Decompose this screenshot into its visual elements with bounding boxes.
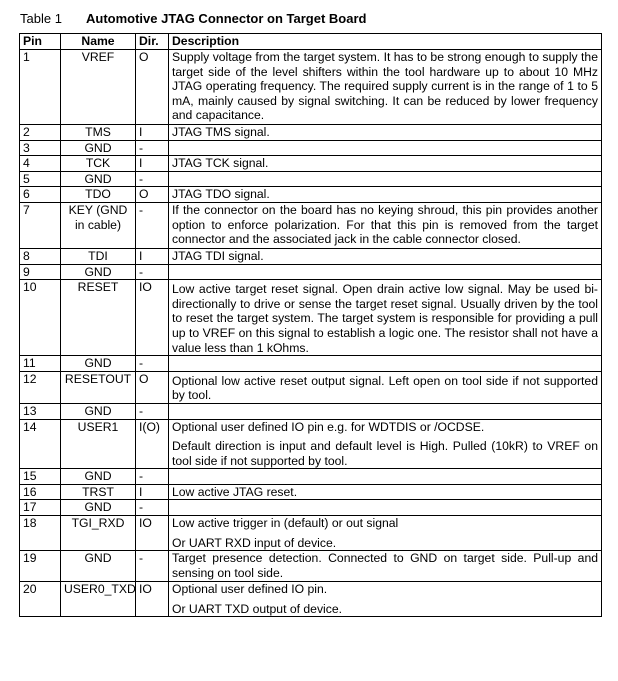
pin-description xyxy=(169,50,602,125)
table-row xyxy=(20,582,602,617)
header-row xyxy=(20,34,602,50)
pin-name: RESETOUT xyxy=(61,371,136,403)
pin-description xyxy=(169,187,602,203)
description-text: If the connector on the board has no keying shroud, this pin provides another option to enforce polarization. For that this pin is removed from the target connector and the associated jack in the cable connector closed. xyxy=(172,202,598,247)
pin-description xyxy=(169,403,602,419)
description-text: JTAG TCK signal. xyxy=(172,156,269,171)
pin-name: KEY (GND in cable) xyxy=(61,202,136,248)
description-text: JTAG TDI signal. xyxy=(172,248,264,263)
pin-number: 1 xyxy=(20,50,61,125)
pin-direction: O xyxy=(136,50,169,125)
description-text: Optional user defined IO pin. xyxy=(172,582,328,597)
table-row xyxy=(20,403,602,419)
pin-name: VREF xyxy=(61,50,136,125)
pin-direction: - xyxy=(136,140,169,156)
pin-name: RESET xyxy=(61,280,136,356)
description-text: Target presence detection. Connected to GND on target side. Pull-up and sensing on tool side. xyxy=(172,551,598,580)
table-row xyxy=(20,187,602,203)
pin-number: 20 xyxy=(20,582,61,617)
pin-number: 10 xyxy=(20,280,61,356)
table-row xyxy=(20,500,602,516)
pin-description xyxy=(169,516,602,551)
description-text: Or UART TXD output of device. xyxy=(172,601,343,616)
pin-description xyxy=(169,500,602,516)
pin-name: GND xyxy=(61,171,136,187)
pin-direction: O xyxy=(136,187,169,203)
pin-number: 2 xyxy=(20,125,61,141)
header-description: Description xyxy=(169,34,602,50)
pin-description xyxy=(169,171,602,187)
pin-direction: IO xyxy=(136,280,169,356)
pin-number: 19 xyxy=(20,551,61,582)
pin-number: 12 xyxy=(20,371,61,403)
pin-number: 8 xyxy=(20,248,61,264)
pin-number: 11 xyxy=(20,356,61,372)
table-row xyxy=(20,280,602,356)
pin-name: TMS xyxy=(61,125,136,141)
pin-description xyxy=(169,264,602,280)
pin-table xyxy=(19,33,602,617)
pin-number: 17 xyxy=(20,500,61,516)
pin-direction: I xyxy=(136,248,169,264)
pin-direction: - xyxy=(136,551,169,582)
table-row xyxy=(20,248,602,264)
pin-number: 5 xyxy=(20,171,61,187)
table-row xyxy=(20,202,602,248)
description-text: JTAG TDO signal. xyxy=(172,187,270,202)
pin-number: 6 xyxy=(20,187,61,203)
description-text: Default direction is input and default level is High. Pulled (10kR) to VREF on tool side if not supported by tool. xyxy=(172,439,598,468)
pin-description xyxy=(169,125,602,141)
pin-number: 18 xyxy=(20,516,61,551)
table-title: Automotive JTAG Connector on Target Board xyxy=(86,11,367,26)
table-row xyxy=(20,356,602,372)
pin-direction: - xyxy=(136,500,169,516)
pin-direction: - xyxy=(136,264,169,280)
pin-name: USER0_TXD xyxy=(61,582,136,617)
pin-number: 3 xyxy=(20,140,61,156)
pin-name: TDI xyxy=(61,248,136,264)
description-text: Optional user defined IO pin e.g. for WDTDIS or /OCDSE. xyxy=(172,419,485,434)
pin-number: 7 xyxy=(20,202,61,248)
pin-name: TDO xyxy=(61,187,136,203)
table-row xyxy=(20,516,602,551)
pin-name: GND xyxy=(61,356,136,372)
pin-number: 4 xyxy=(20,156,61,172)
pin-description xyxy=(169,469,602,485)
table-row xyxy=(20,419,602,469)
pin-name: GND xyxy=(61,500,136,516)
description-text: Low active JTAG reset. xyxy=(172,484,298,499)
pin-direction: I xyxy=(136,484,169,500)
pin-name: GND xyxy=(61,469,136,485)
description-text: Supply voltage from the target system. It has to be strong enough to supply the target side of the level shifters within the tool hardware up to about 10 MHz JTAG operating frequency. The required supply current is in the range of 1 to 5 mA, mainly caused by signal switching. It can be reduced by lower frequency and capacitance. xyxy=(172,50,598,123)
pin-direction: - xyxy=(136,202,169,248)
pin-description xyxy=(169,356,602,372)
header-dir: Dir. xyxy=(136,34,169,50)
pin-direction: - xyxy=(136,171,169,187)
pin-direction: - xyxy=(136,356,169,372)
header-pin: Pin xyxy=(20,34,61,50)
table-row xyxy=(20,125,602,141)
pin-description xyxy=(169,248,602,264)
pin-number: 16 xyxy=(20,484,61,500)
table-row xyxy=(20,156,602,172)
pin-description xyxy=(169,202,602,248)
table-row xyxy=(20,50,602,125)
table-number: Table 1 xyxy=(20,11,62,26)
pin-direction: - xyxy=(136,403,169,419)
pin-number: 15 xyxy=(20,469,61,485)
pin-number: 9 xyxy=(20,264,61,280)
pin-name: TRST xyxy=(61,484,136,500)
pin-name: GND xyxy=(61,140,136,156)
pin-direction: I xyxy=(136,156,169,172)
pin-direction: I xyxy=(136,125,169,141)
description-text: Optional low active reset output signal. Left open on tool side if not supported by tool. xyxy=(172,373,598,403)
pin-description xyxy=(169,140,602,156)
pin-direction: IO xyxy=(136,582,169,617)
pin-description xyxy=(169,484,602,500)
pin-direction: - xyxy=(136,469,169,485)
description-text: Or UART RXD input of device. xyxy=(172,535,337,550)
pin-name: GND xyxy=(61,403,136,419)
pin-description xyxy=(169,551,602,582)
pin-direction: I(O) xyxy=(136,419,169,469)
pin-description xyxy=(169,280,602,356)
pin-description xyxy=(169,582,602,617)
table-row xyxy=(20,140,602,156)
pin-description xyxy=(169,156,602,172)
pin-direction: IO xyxy=(136,516,169,551)
description-text: Low active trigger in (default) or out signal xyxy=(172,516,399,531)
header-name: Name xyxy=(61,34,136,50)
description-text: JTAG TMS signal. xyxy=(172,125,270,139)
table-caption xyxy=(20,11,366,26)
pin-name: GND xyxy=(61,264,136,280)
table-row xyxy=(20,171,602,187)
pin-name: GND xyxy=(61,551,136,582)
pin-direction: O xyxy=(136,371,169,403)
pin-number: 14 xyxy=(20,419,61,469)
pin-name: USER1 xyxy=(61,419,136,469)
table-row xyxy=(20,371,602,403)
pin-description xyxy=(169,419,602,469)
table-row xyxy=(20,469,602,485)
pin-name: TGI_RXD xyxy=(61,516,136,551)
pin-description xyxy=(169,371,602,403)
table-row xyxy=(20,551,602,582)
description-text: Low active target reset signal. Open drain active low signal. May be used bi-directionally to drive or sense the target reset signal. Usually driven by the tool to reset the target system. The target system is responsible for providing a pull up to VREF on this signal to establish a logic one. The resistor shall not have a value less than 1 kOhms. xyxy=(172,282,598,355)
pin-number: 13 xyxy=(20,403,61,419)
table-row xyxy=(20,264,602,280)
table-row xyxy=(20,484,602,500)
pin-name: TCK xyxy=(61,156,136,172)
